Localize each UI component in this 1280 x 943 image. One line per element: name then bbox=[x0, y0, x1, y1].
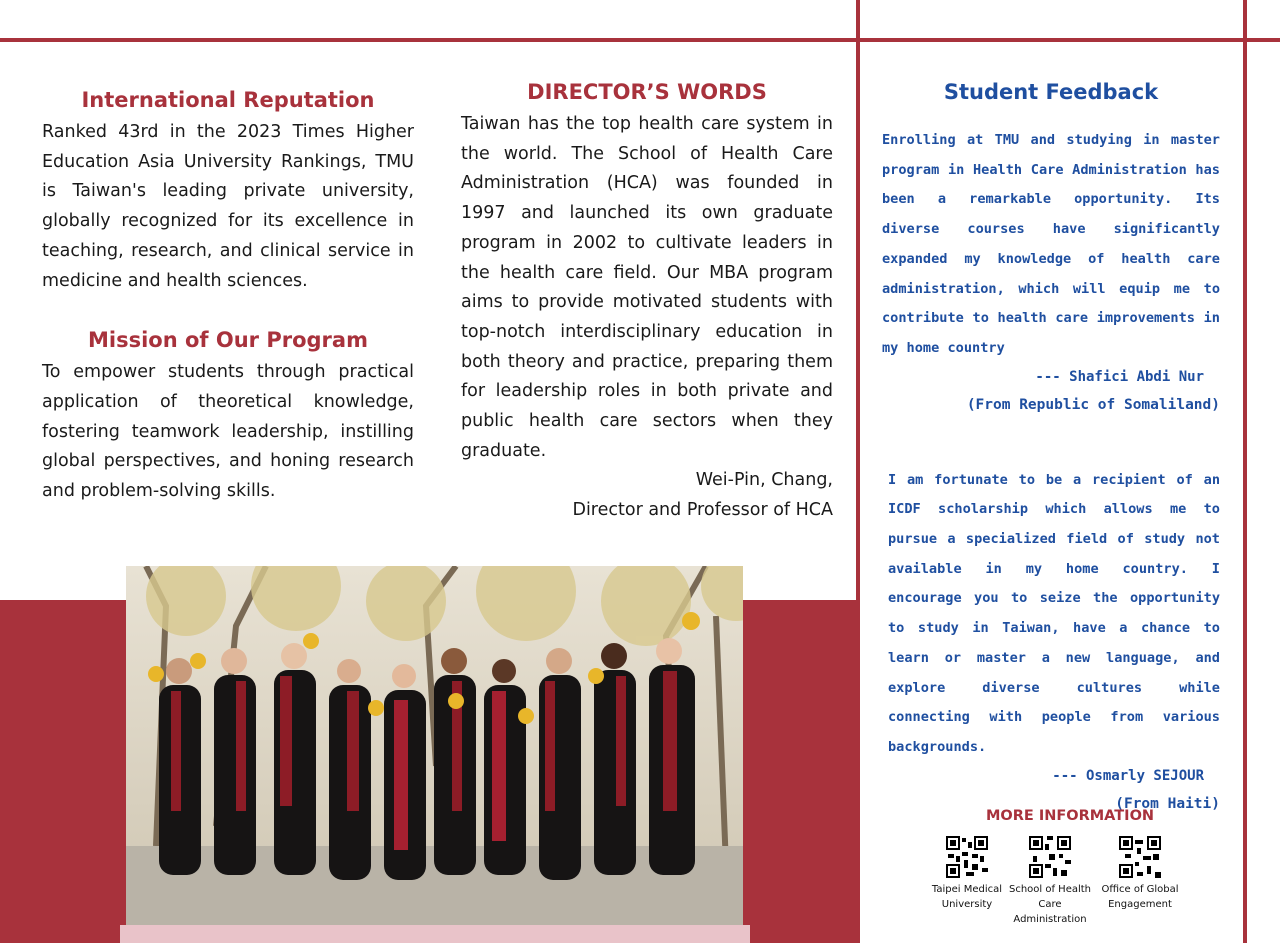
pink-strip bbox=[120, 925, 750, 943]
qr-tmu[interactable] bbox=[922, 836, 1012, 912]
qr-code-icon bbox=[1119, 836, 1161, 878]
director-signature-role: Director and Professor of HCA bbox=[572, 500, 833, 521]
feedback-name-2: --- Osmarly SEJOUR bbox=[1052, 767, 1204, 784]
director-signature-name: Wei-Pin, Chang, bbox=[695, 470, 833, 491]
reputation-text: Ranked 43rd in the 2023 Times Higher Education Asia University Rankings, TMU is Taiwan's leading private university, globally recognized for its excellence in teaching, research, and clinical service in medicine and health sciences. bbox=[42, 122, 414, 291]
mission-text: To empower students through practical application of theoretical knowledge, fostering teamwork leadership, instilling global perspectives, and honing research and problem-solving skills. bbox=[42, 362, 414, 502]
feedback-title: Student Feedback bbox=[943, 80, 1159, 104]
qr-oge[interactable] bbox=[1095, 836, 1185, 912]
feedback-column bbox=[882, 78, 1220, 819]
director-title: DIRECTOR’S WORDS bbox=[527, 80, 767, 104]
top-divider bbox=[0, 38, 1280, 42]
qr-code-icon bbox=[1029, 836, 1071, 878]
middle-divider bbox=[856, 0, 860, 943]
feedback-origin-2: (From Haiti) bbox=[1115, 795, 1220, 812]
qr-code-icon bbox=[946, 836, 988, 878]
left-column bbox=[42, 86, 414, 507]
qr-label-hca: School of Health Care Administration bbox=[1008, 884, 1092, 925]
feedback-quote-1: Enrolling at TMU and studying in master program in Health Care Administration has been a remarkable opportunity. Its diverse courses have significantly expanded my knowledge of health care administration, which will equip me to contribute to health care improvements in my home country bbox=[882, 132, 1220, 356]
qr-hca[interactable] bbox=[1005, 836, 1095, 927]
more-info-title: MORE INFORMATION bbox=[985, 808, 1155, 824]
mission-title: Mission of Our Program bbox=[88, 328, 368, 353]
reputation-title: International Reputation bbox=[81, 88, 375, 112]
right-divider bbox=[1243, 0, 1247, 943]
director-text: Taiwan has the top health care system in the world. The School of Health Care Administration (HCA) was founded in 1997 and launched its own graduate program in 2002 to cultivate leaders in the health care field. Our MBA program aims to provide motivated students with top-notch interdisciplinary education in both theory and practice, preparing them for leadership roles in both private and public health care sectors when they graduate. bbox=[461, 114, 833, 461]
qr-label-tmu: Taipei Medical University bbox=[931, 884, 1003, 910]
qr-label-oge: Office of Global Engagement bbox=[1101, 884, 1179, 910]
director-column bbox=[461, 78, 833, 526]
graduates-photo bbox=[126, 566, 743, 925]
feedback-name-1: --- Shafici Abdi Nur bbox=[1035, 368, 1204, 385]
feedback-origin-1: (From Republic of Somaliland) bbox=[966, 396, 1220, 413]
feedback-quote-2: I am fortunate to be a recipient of an ICDF scholarship which allows me to pursue a specialized field of study not available in my home country. I encourage you to seize the opportunity to study in Taiwan, have a chance to learn or master a new language, and explore diverse cultures while connecting with people from various backgrounds. bbox=[888, 471, 1220, 755]
